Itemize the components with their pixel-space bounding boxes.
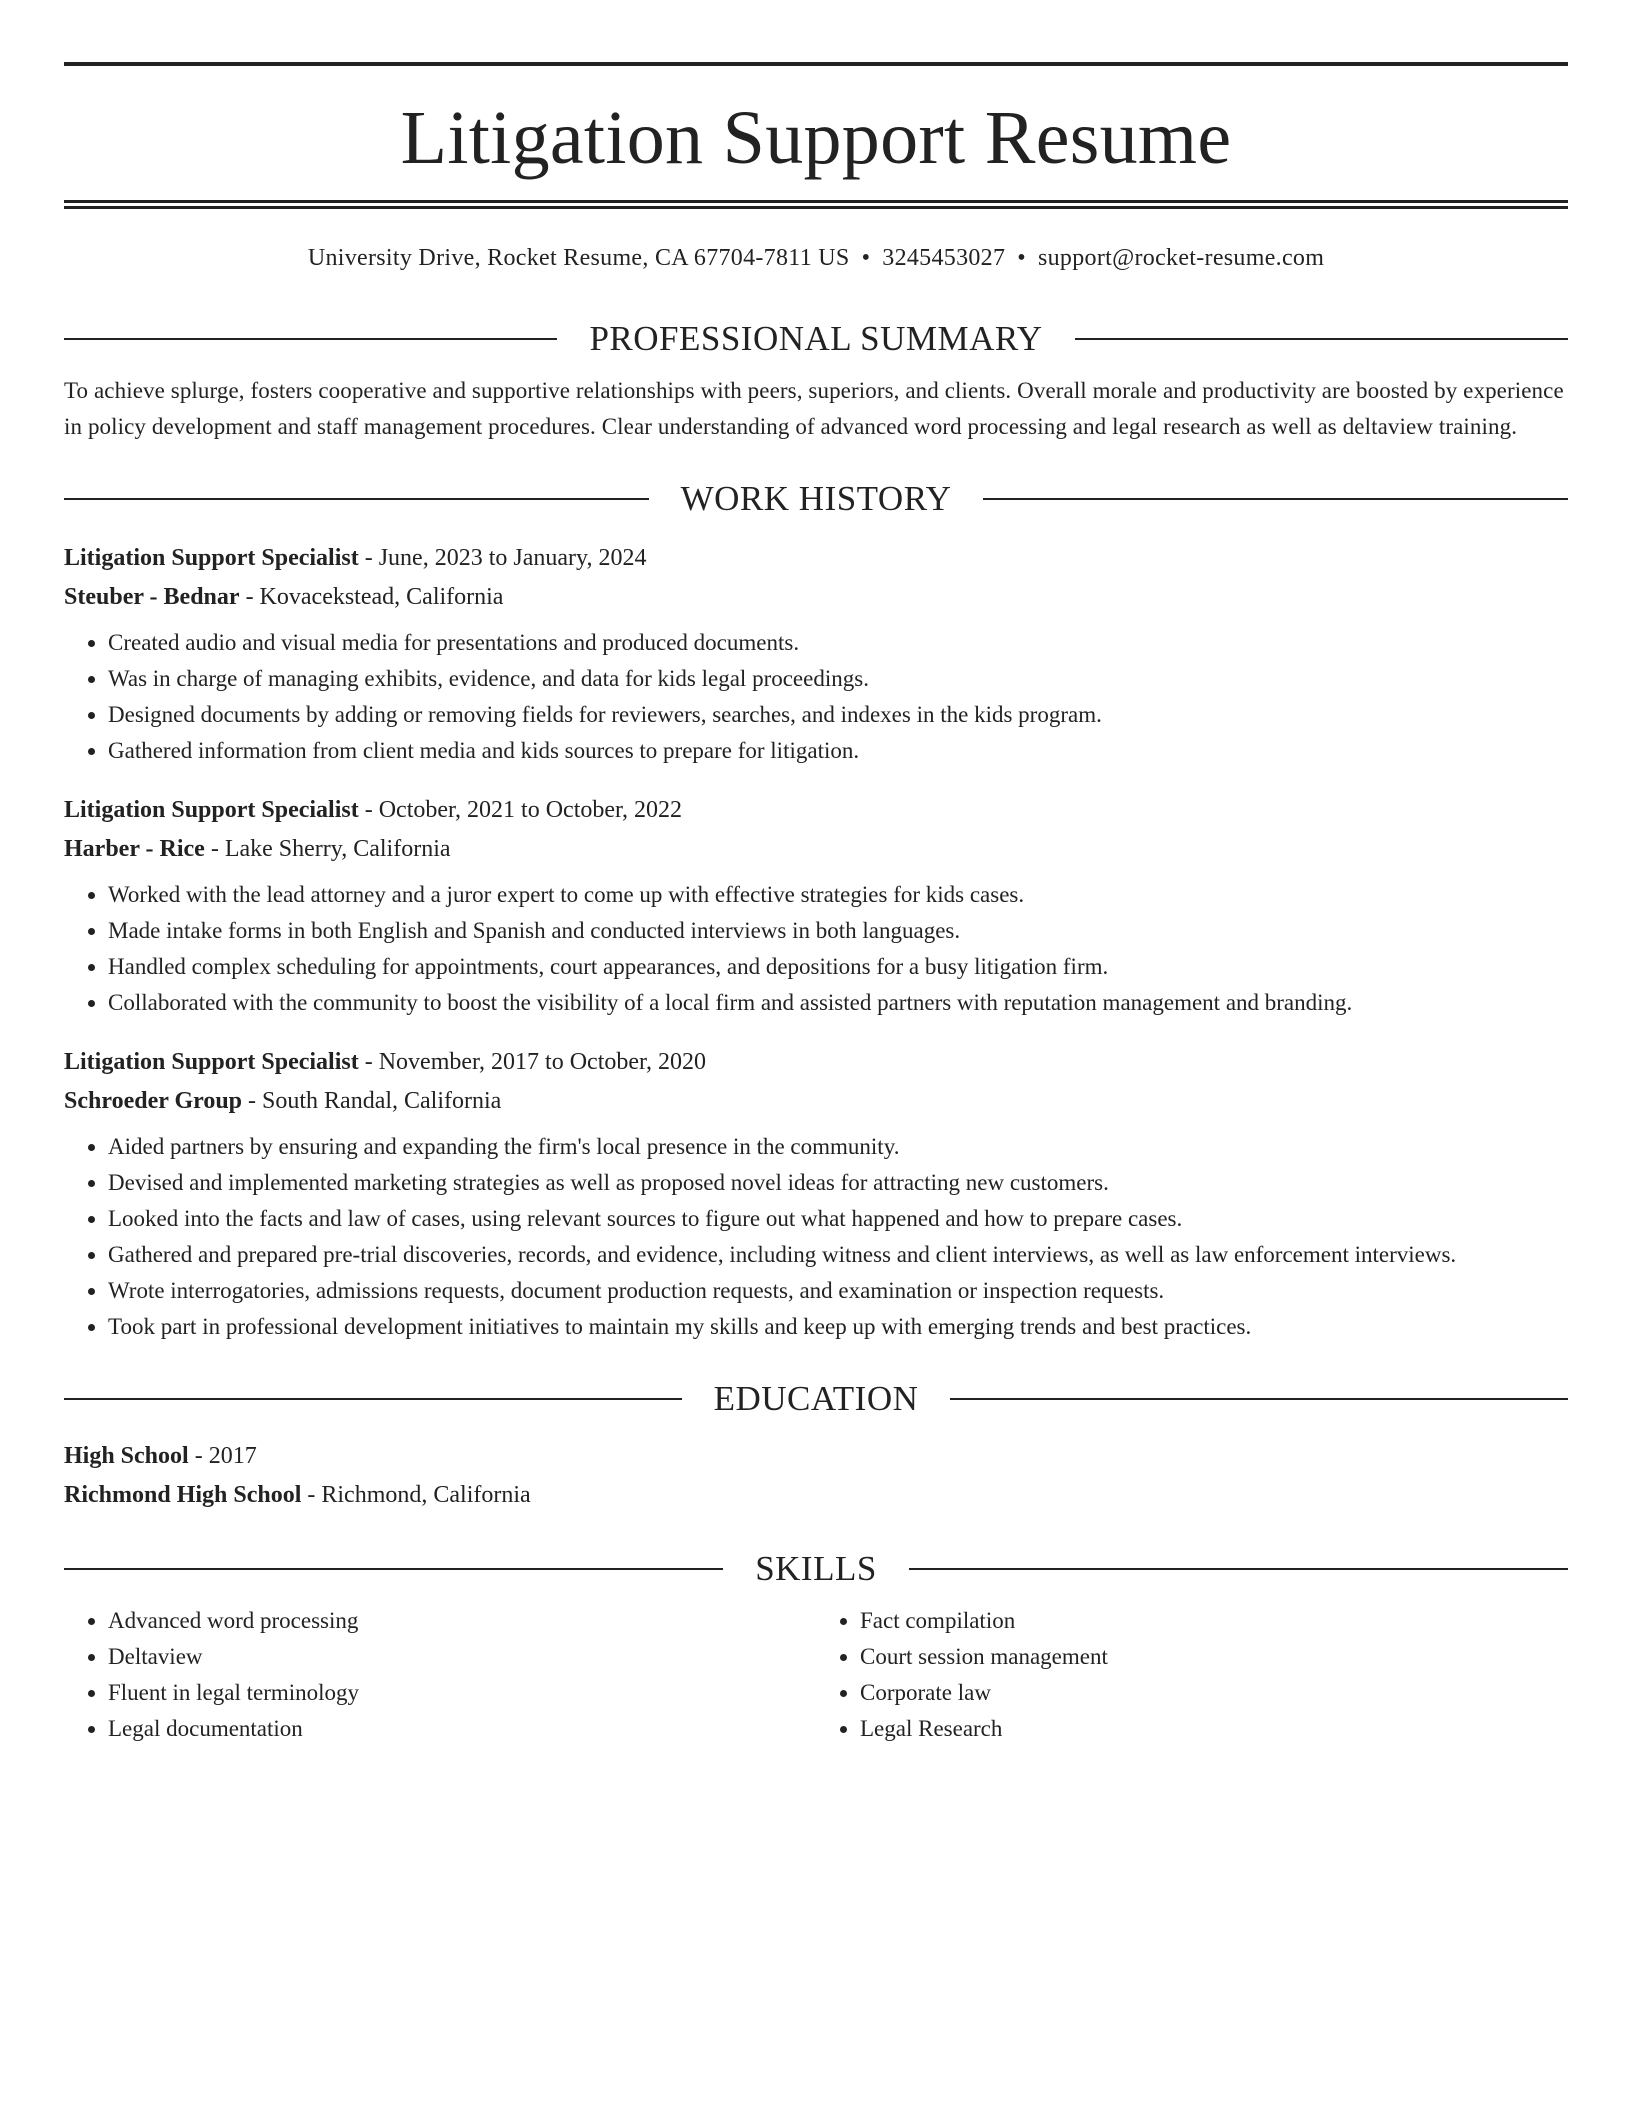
skill-item: • Court session management	[860, 1639, 1568, 1675]
education-entry	[64, 1437, 1568, 1515]
summary-text: To achieve splurge, fosters cooperative and supportive relationships with peers, superiors, and clients. Overall morale and productivity are boosted by experience in policy development and staff management procedures. Clear understanding of advanced word processing and legal research as well as deltaview training.	[64, 378, 1564, 439]
page-title: Litigation Support Resume	[400, 96, 1232, 180]
skills-column-right	[816, 1603, 1568, 1747]
contact-separator: •	[861, 245, 871, 271]
job-company: Schroeder Group	[64, 1088, 243, 1114]
job-company-line	[64, 830, 1568, 869]
job-company: Harber - Rice	[64, 836, 205, 862]
heading-rule-left	[64, 338, 557, 340]
section-title: EDUCATION	[713, 1379, 919, 1418]
job-bullet: • Made intake forms in both English and Spanish and conducted interviews in both languages.	[108, 913, 1568, 949]
heading-rule-left	[64, 1398, 682, 1400]
education-year: - 2017	[188, 1443, 257, 1469]
job-bullet: • Gathered and prepared pre-trial discoveries, records, and evidence, including witness and client interviews, as well as law enforcement interviews.	[108, 1237, 1568, 1273]
skill-item: • Legal documentation	[108, 1711, 816, 1747]
contact-address: University Drive, Rocket Resume, CA 67704-7811 US	[307, 245, 850, 271]
section-heading-education	[64, 1377, 1568, 1421]
contact-phone[interactable]: 3245453027	[882, 245, 1006, 271]
heading-rule-right	[1075, 338, 1568, 340]
heading-rule-right	[983, 498, 1568, 500]
job-location: - Lake Sherry, California	[204, 836, 451, 862]
job-company: Steuber - Bednar	[64, 584, 240, 610]
section-title: WORK HISTORY	[680, 479, 952, 518]
job-bullet: • Wrote interrogatories, admissions requests, document production requests, and examination or inspection requests.	[108, 1273, 1568, 1309]
job-bullet: • Aided partners by ensuring and expanding the firm's local presence in the community.	[108, 1129, 1568, 1165]
job-bullets	[64, 625, 1568, 769]
skill-item: • Deltaview	[108, 1639, 816, 1675]
contact-line	[64, 245, 1568, 285]
job-bullets	[64, 877, 1568, 1021]
education-location: - Richmond, California	[301, 1482, 531, 1508]
job-dates: - November, 2017 to October, 2020	[358, 1049, 707, 1075]
job-title: Litigation Support Specialist	[64, 1049, 359, 1075]
job-dates: - October, 2021 to October, 2022	[358, 797, 683, 823]
skill-item: • Advanced word processing	[108, 1603, 816, 1639]
job-bullet: • Worked with the lead attorney and a juror expert to come up with effective strategies for kids cases.	[108, 877, 1568, 913]
job-location: - Kovacekstead, California	[239, 584, 504, 610]
skill-item: • Fact compilation	[860, 1603, 1568, 1639]
job-location: - South Randal, California	[242, 1088, 502, 1114]
contact-email[interactable]: support@rocket-resume.com	[1037, 245, 1325, 271]
section-title: SKILLS	[755, 1549, 877, 1588]
job-bullet: • Was in charge of managing exhibits, evidence, and data for kids legal proceedings.	[108, 661, 1568, 697]
job-title-line	[64, 539, 1568, 578]
section-title: PROFESSIONAL SUMMARY	[589, 319, 1043, 358]
job-bullet: • Created audio and visual media for presentations and produced documents.	[108, 625, 1568, 661]
skills-grid	[64, 1603, 1568, 1747]
heading-rule-right	[909, 1568, 1568, 1570]
education-school-line	[64, 1476, 1568, 1515]
section-heading-work-history	[64, 477, 1568, 521]
education-school: Richmond High School	[64, 1482, 302, 1508]
title-double-rule	[64, 200, 1568, 209]
job-company-line	[64, 1082, 1568, 1121]
job-title: Litigation Support Specialist	[64, 797, 359, 823]
job-entry	[64, 791, 1568, 1021]
job-bullet: • Handled complex scheduling for appointments, court appearances, and depositions for a busy litigation firm.	[108, 949, 1568, 985]
job-dates: - June, 2023 to January, 2024	[358, 545, 647, 571]
job-bullets	[64, 1129, 1568, 1345]
job-bullet: • Collaborated with the community to boost the visibility of a local firm and assisted partners with reputation management and branding.	[108, 985, 1568, 1021]
job-bullet: • Looked into the facts and law of cases, using relevant sources to figure out what happened and how to prepare cases.	[108, 1201, 1568, 1237]
job-bullet: • Devised and implemented marketing strategies as well as proposed novel ideas for attracting new customers.	[108, 1165, 1568, 1201]
section-heading-summary	[64, 317, 1568, 361]
heading-rule-right	[950, 1398, 1568, 1400]
heading-rule-left	[64, 498, 649, 500]
heading-rule-left	[64, 1568, 723, 1570]
education-degree-line	[64, 1437, 1568, 1476]
job-entry	[64, 539, 1568, 769]
education-degree: High School	[64, 1443, 189, 1469]
job-title-line	[64, 791, 1568, 830]
skill-item: • Fluent in legal terminology	[108, 1675, 816, 1711]
job-bullet: • Designed documents by adding or removing fields for reviewers, searches, and indexes in the kids program.	[108, 697, 1568, 733]
skills-column-left	[64, 1603, 816, 1747]
job-bullet: • Took part in professional development initiatives to maintain my skills and keep up with emerging trends and best practices.	[108, 1309, 1568, 1345]
job-entry	[64, 1043, 1568, 1345]
contact-separator: •	[1017, 245, 1026, 271]
job-title-line	[64, 1043, 1568, 1082]
job-title: Litigation Support Specialist	[64, 545, 359, 571]
job-bullet: • Gathered information from client media and kids sources to prepare for litigation.	[108, 733, 1568, 769]
top-rule	[64, 62, 1568, 66]
skill-item: • Legal Research	[860, 1711, 1568, 1747]
section-heading-skills	[64, 1547, 1568, 1591]
job-company-line	[64, 578, 1568, 617]
skill-item: • Corporate law	[860, 1675, 1568, 1711]
